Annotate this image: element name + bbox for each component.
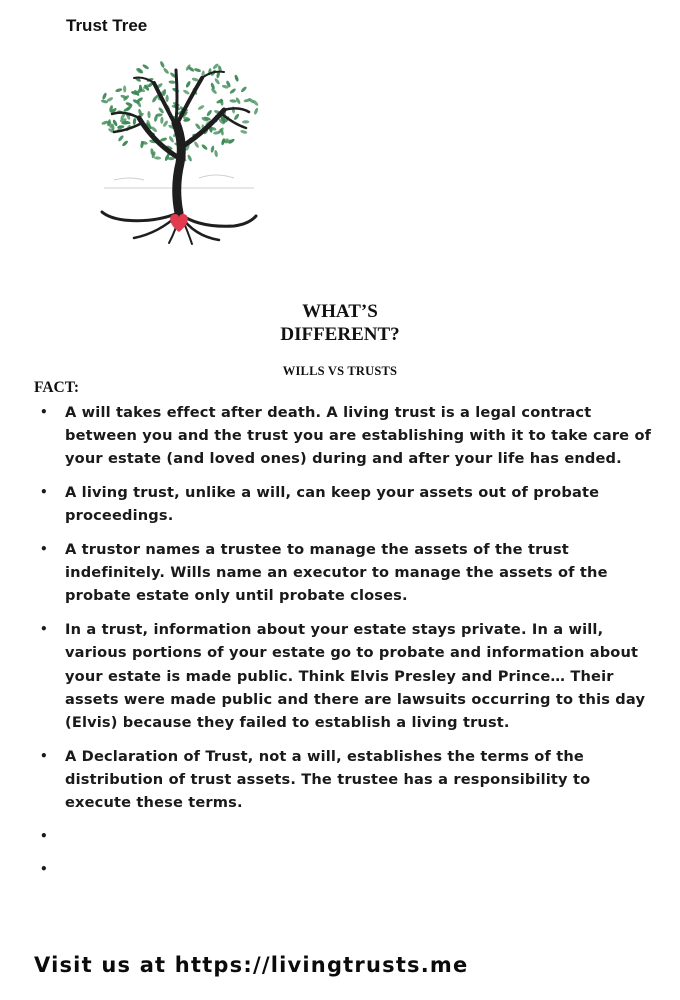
leaf-shape <box>168 80 175 84</box>
title-line-1: WHAT’S <box>302 301 378 322</box>
bullet-icon: • <box>40 828 48 843</box>
leaf-shape <box>158 107 165 115</box>
bullet-icon: • <box>40 542 48 557</box>
leaf-shape <box>185 80 191 88</box>
leaf-shape <box>182 89 190 95</box>
leaf-shape <box>240 86 247 93</box>
leaf-shape <box>214 77 221 85</box>
leaf-shape <box>197 104 205 110</box>
list-item-empty <box>34 858 654 881</box>
tree-with-heart-icon <box>84 48 274 248</box>
leaf-shape <box>206 109 213 117</box>
list-item <box>34 538 654 608</box>
leaf-shape <box>166 95 169 102</box>
leaf-shape <box>253 107 259 115</box>
leaf-shape <box>163 67 170 74</box>
title-line-2: DIFFERENT? <box>280 324 400 345</box>
page-subtitle: WILLS VS TRUSTS <box>282 364 398 378</box>
list-item-text: A living trust, unlike a will, can keep your assets out of probate proceedings. <box>65 484 600 525</box>
leaf-shape <box>154 156 161 160</box>
list-item-text: In a trust, information about your estate stays private. In a will, various portions of your estate go to probate and information about your estate is made public. Think Elvis Presley and Prince… Their assets were made public and there are lawsuits occurring to this day (Elvis) because they failed to establish a living trust. <box>65 621 646 731</box>
list-item-text: A will takes effect after death. A living trust is a legal contract between you and the trust you are establishing with it to take care of your estate (and loved ones) during and after your life has ended. <box>65 404 652 468</box>
leaf-shape <box>233 113 240 121</box>
leaf-shape <box>240 129 248 134</box>
fact-list <box>34 401 654 891</box>
leaf-shape <box>229 88 237 95</box>
bullet-icon: • <box>40 405 48 419</box>
leaf-shape <box>201 144 208 151</box>
list-item-empty <box>34 825 654 848</box>
leaf-shape <box>194 123 201 131</box>
leaf-shape <box>102 92 108 100</box>
website-footer: Visit us at https://livingtrusts.me <box>34 953 469 977</box>
leaf-shape <box>242 120 249 123</box>
leaf-shape <box>132 118 136 126</box>
leaf-shape <box>142 63 150 70</box>
fact-label: FACT: <box>34 379 80 396</box>
leaf-shape <box>210 145 215 153</box>
bullet-icon: • <box>40 622 48 637</box>
list-item <box>34 745 654 815</box>
bullet-icon: • <box>40 748 48 763</box>
leaf-shape <box>194 67 202 72</box>
leaf-shape <box>121 140 128 147</box>
bullet-icon: • <box>40 485 48 500</box>
list-item <box>34 481 654 527</box>
leaf-shape <box>229 99 236 103</box>
list-item-text: A Declaration of Trust, not a will, establishes the terms of the distribution of trust assets. The trustee has a responsibility to execute these terms. <box>65 747 591 812</box>
page-title <box>0 300 680 346</box>
list-item <box>34 618 654 734</box>
leaf-shape <box>234 74 240 82</box>
leaf-shape <box>147 111 151 118</box>
leaf-shape <box>214 150 218 158</box>
leaf-shape <box>187 154 193 162</box>
bullet-icon: • <box>40 861 48 876</box>
leaf-shape <box>159 61 165 69</box>
leaf-shape <box>193 141 200 149</box>
leaf-shape <box>160 117 164 124</box>
list-item <box>34 401 654 471</box>
brand-name: Trust Tree <box>66 16 148 35</box>
leaf-shape <box>115 88 123 93</box>
leaf-shape <box>210 82 216 90</box>
list-item-text: A trustor names a trustee to manage the assets of the trust indefinitely. Wills name an executor to manage the assets of the probate estate only until probate closes. <box>65 541 608 605</box>
leaf-shape <box>123 85 126 92</box>
leaf-shape <box>117 135 124 143</box>
